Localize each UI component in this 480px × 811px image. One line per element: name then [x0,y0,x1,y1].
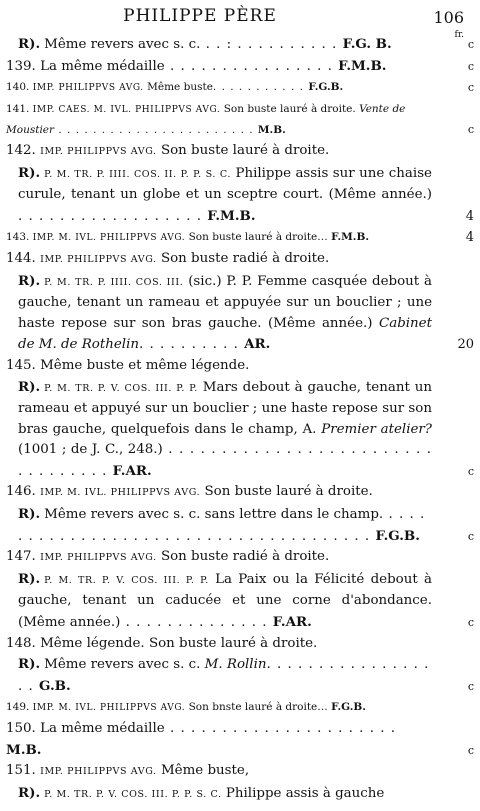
entry-text: Même revers avec s. c. [44,37,201,52]
entry-number: 145. [6,357,36,373]
rarity: c [467,81,474,95]
entry-146 [6,482,474,504]
leader-dots: . . . . . . . . . . [139,337,245,353]
entry-number: 143. [6,231,30,244]
coin-legend: IMP. PHILIPPVS AVG. [40,145,157,157]
rarity: 20 [457,337,474,353]
leader-dots: . . . . . . . . . . . . . . . . . . . . . . . . . . . . . . . . . . . . . . [18,507,426,544]
entry-148 [6,634,474,655]
reverse-mark: R). [18,164,41,181]
rarity: c [467,616,474,630]
entry-reverse [6,654,474,697]
grade: AR. [244,336,271,353]
entry-list [6,34,474,805]
entry-text: Son buste lauré à droite… [188,231,328,244]
rarity: c [467,38,474,51]
price-unit-label: fr. [454,30,464,40]
entry-reverse [6,377,474,483]
entry-text: Son bnste lauré à droite… [188,701,328,714]
grade: F.AR. [272,614,312,631]
rarity: c [467,529,474,543]
grade: F.AR. [112,462,152,479]
entry-number: 149. [6,701,30,714]
entry-text: Même buste [147,81,213,94]
grade: F.G.B. [331,701,366,714]
entry-text: La Paix ou la Félicité debout à gauche, tenant un caducée et une corne d'abondance. (Même année.) [18,571,432,631]
grade: F.M.B. [331,231,369,244]
leader-dots: . . . . . . . . . . . [212,81,309,94]
entry-141 [6,99,474,141]
coin-legend: IMP. PHILIPPVS AVG. [40,552,157,564]
entry-139 [6,56,474,78]
grade: M.B. [6,741,42,758]
entry-144 [6,249,474,271]
coin-legend: IMP. PHILIPPVS AVG. [40,766,157,778]
reverse-mark: R). [18,506,41,523]
rarity: c [467,123,474,137]
entry-number: 151. [6,763,36,779]
coin-legend: IMP. M. IVL. PHILIPPVS AVG. [32,703,186,714]
provenance: Cabinet de M. de Rothelin [18,315,432,353]
coin-legend: P. M. TR. P. V. COS. III. P. P. [44,574,209,586]
leader-dots: . . . . . . . . . . . . . . [120,615,273,631]
mint-note: Premier atelier? [321,421,432,437]
leader-dots: . . . . . . . . . . . . . . . . . . [18,657,430,694]
reverse-mark: R). [18,36,41,52]
grade: G.B. [39,677,71,694]
entry-150 [6,719,474,761]
entry-text: Même revers avec s. c. sans lettre dans le champ. [44,507,384,523]
entry-140 [6,77,474,99]
entry-142 [6,141,474,163]
entry-text: Même buste et même légende. [40,357,250,373]
entry-149 [6,697,474,719]
leader-dots: . . . . . . . . . . . . . . . . . . . . . . [164,721,396,736]
entry-reverse [6,163,474,228]
rarity: 4 [465,230,474,246]
entry-text: Même buste, [160,763,250,779]
entry-text: Son buste lauré à droite. [204,484,373,500]
entry-143 [6,227,474,249]
coin-legend: IMP. PHILIPPVS AVG. [40,253,157,265]
entry-number: 144. [6,250,36,266]
page-title: PHILIPPE PÈRE [123,6,277,26]
grade: F.G. B. [342,36,392,52]
entry-text: Son buste radié à droite. [160,549,330,565]
entry-text: La même médaille [40,721,165,736]
provenance: Vente de Moustier [6,102,406,137]
coin-legend: IMP. CAES. M. IVL. PHILIPPVS AVG. [32,104,221,115]
coin-legend: P. M. TR. P. IIII. COS. II. P. P. S. C. [44,168,231,180]
entry-text: Philippe assis à gauche [225,785,385,801]
entry-text: La même médaille [40,58,165,74]
entry-number: 147. [6,549,36,565]
page-header [0,6,480,40]
entry-reverse [6,569,474,634]
provenance: M. Rollin [204,657,267,673]
entry-147 [6,547,474,569]
entry-date: (1001 ; de J. C., 248.) [18,442,163,458]
entry-reverse [6,783,474,806]
entry-number: 139. [6,58,36,74]
entry-number: 142. [6,142,36,158]
entry-text: Son buste lauré à droite. [160,142,330,158]
entry-text: Mars debout à gauche, tenant un rameau et appuyé sur un bouclier ; une haste repose sur son bras gauche, quelquefois dans le champ, A. [18,379,432,437]
rarity: c [467,464,474,478]
entry-number: 146. [6,484,36,500]
leader-dots: . . . . . . . . . . . . . . . . . . . . . . . . . . . . . . . . . . [18,442,432,479]
reverse-mark: R). [18,570,41,587]
entry-reverse [6,504,474,547]
leader-dots: . . . . . . . . . . . . . . . . [164,58,339,74]
leader-dots: . . . . . . . . . . . . . . . . . . [18,208,208,224]
rarity: c [467,743,474,757]
reverse-mark: R). [18,656,41,673]
entry-151 [6,761,474,783]
grade: F.G.B. [308,81,344,94]
grade: F.M.B. [338,57,387,74]
entry-text: Même légende. Son buste lauré à droite. [40,635,318,651]
reverse-mark: R). [18,784,41,801]
reverse-mark: R). [18,272,41,289]
coin-legend: P. M. TR. P. IIII. COS. III. [44,276,184,288]
coin-legend: IMP. M. IVL. PHILIPPVS AVG. [32,233,186,244]
entry-reverse [6,34,474,56]
entry-number: 148. [6,635,36,651]
entry-text: Même revers avec s. c. [44,657,201,673]
leader-dots: . . : . . . . . . . . . . [200,37,343,52]
grade: F.M.B. [207,207,256,224]
page-number: 106 [433,8,464,27]
rarity: c [467,59,474,73]
entry-text: Philippe assis sur une chaise curule, tenant un globe et un sceptre court. (Même année.) [18,165,432,203]
leader-dots: . . . . . . . . . . . . . . . . . . . . . . . [54,124,258,137]
coin-legend: P. M. TR. P. V. COS. III. P. P. S. C. [44,788,222,800]
grade: M.B. [257,124,286,137]
coin-legend: IMP. PHILIPPVS AVG. [32,83,144,94]
rarity: c [467,679,474,693]
entry-number: 141. [6,102,30,115]
coin-legend: IMP. M. IVL. PHILIPPVS AVG. [40,487,201,499]
entry-number: 140. [6,81,30,94]
reverse-mark: R). [18,378,41,395]
coin-legend: P. M. TR. P. V. COS. III. P. P. [44,382,198,394]
entry-145 [6,356,474,377]
grade: F.G.B. [375,527,420,544]
entry-reverse [6,271,474,356]
rarity: 4 [465,208,474,224]
entry-text: Son buste lauré à droite. [223,102,356,115]
entry-number: 150. [6,721,36,736]
entry-text: Son buste radié à droite. [160,250,330,266]
entry-text: (sic.) P. P. Femme casquée debout à gauche, tenant un rameau et appuyée sur un bouclier ; une haste repose sur son bras gauche. (Même année.) [18,273,432,331]
